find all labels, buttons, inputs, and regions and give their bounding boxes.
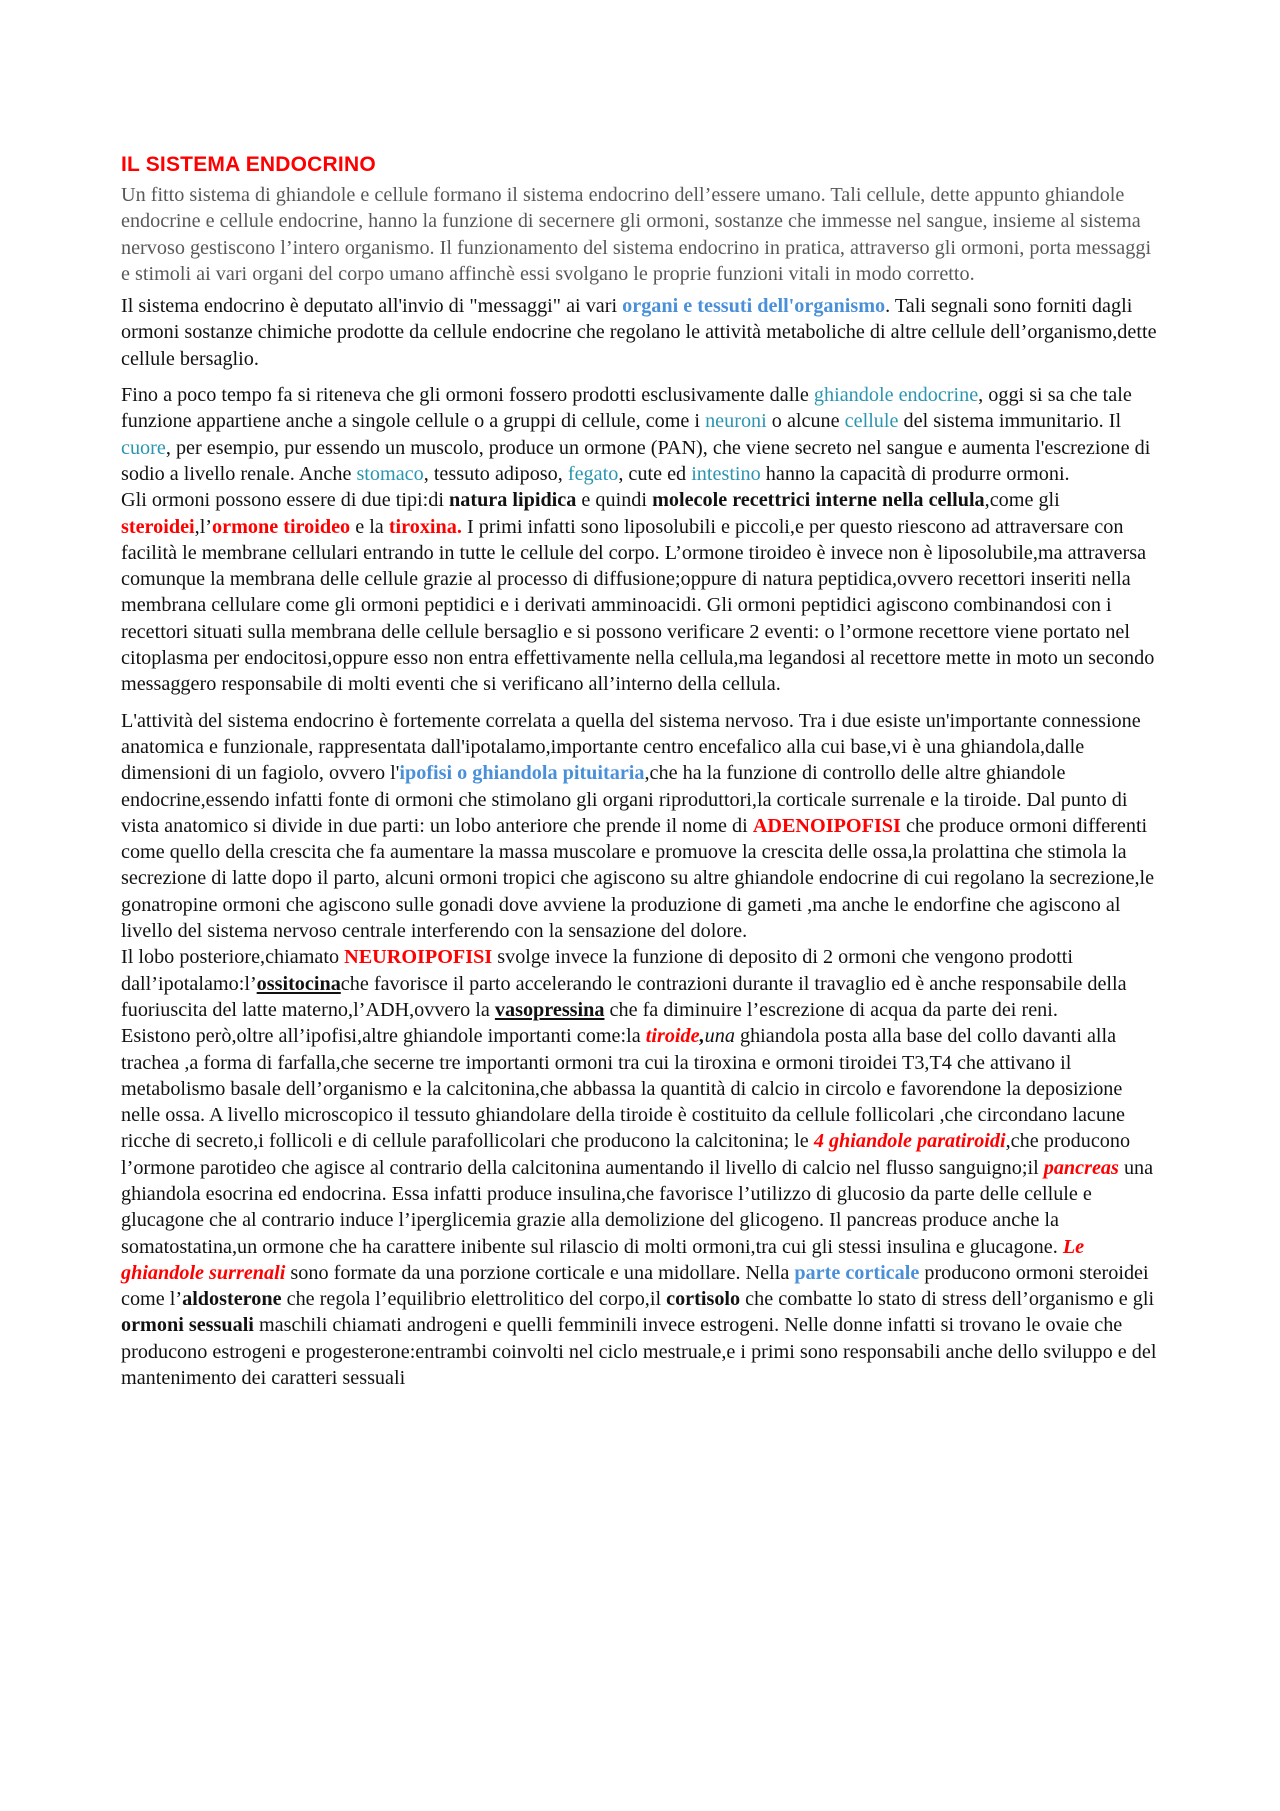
link-organi-tessuti[interactable]: organi e tessuti dell'organismo [622,295,886,318]
intro-paragraph: Un fitto sistema di ghiandole e cellule formano il sistema endocrino dell’essere umano. Tali cellule, dette appunto ghiandole endocrine e cellule endocrine, hanno la funzione di secernere gli ormoni, sostanze che immesse nel sangue, insieme al sistema nervoso gestiscono l’intero organismo. Il funzionamento del sistema endocrino in pratica, attraverso gli ormoni, porta messaggi e stimoli ai vari organi del corpo umano affinchè essi svolgano le proprie funzioni vitali in modo corretto. [121,184,1152,285]
paragraph-altre-ghiandole: Esistono però,oltre all’ipofisi,altre ghiandole importanti come:la tiroide,una ghiandola posta alla base del collo davanti alla trachea ,a forma di farfalla,che secerne tre importanti ormoni tra cui la tiroxina e ormoni tiroidei T3,T4 che attivano il metabolismo basale dell’organismo e la calcitonina,che abbassa la quantità di calcio in circolo e favorendone la deposizione nelle ossa. A livello microscopico il tessuto ghiandolare della tiroide è costituito da cellule follicolari ,che circondano lacune ricche di secreto,i follicoli e di cellule parafollicolari che producono la calcitonina; le 4 ghiandole paratiroidi,che producono l’ormone parotideo che agisce al contrario della calcitonina aumentando il livello di calcio nel flusso sanguigno;il pancreas una ghiandola esocrina ed endocrina. Essa infatti produce insulina,che favorisce l’utilizzo di glucosio da parte delle cellule e glucagone che al contrario induce l’iperglicemia grazie alla demolizione del glicogeno. Il pancreas produce anche la somatostatina,un ormone che ha carattere inibente sul rilascio di molti ormoni,tra cui gli stessi insulina e glucagone. Le ghiandole surrenali sono formate da una porzione corticale e una midollare. Nella parte corticale producono ormoni steroidei come l’aldosterone che regola l’equilibrio elettrolitico del corpo,il cortisolo che combatte lo stato di stress dell’organismo e gli ormoni sessuali maschili chiamati androgeni e quelli femminili invece estrogeni. Nelle donne infatti si trovano le ovaie che producono estrogeni e progesterone:entrambi coinvolti nel ciclo mestruale,e i primi sono responsabili anche dello sviluppo e del mantenimento dei caratteri sessuali [121,1025,1157,1390]
term-ossitocina: ossitocina [256,972,341,995]
link-fegato[interactable]: fegato [567,462,619,485]
paragraph-ipofisi: L'attività del sistema endocrino è fortemente correlata a quella del sistema nervoso. Tra i due esiste un'importante connessione anatomica e funzionale, rappresentata dall'ipotalamo,importante centro encefalico alla cui base,vi è una ghiandola,dalle dimensioni di un fagiolo, ovvero l'ipofisi o ghiandola pituitaria,che ha la funzione di controllo delle altre ghiandole endocrine,essendo infatti fonte di ormoni che stimolano gli organi riproduttori,la corticale surrenale e la tiroide. Dal punto di vista anatomico si divide in due parti: un lobo anteriore che prende il nome di ADENOIPOFISI che produce ormoni differenti come quello della crescita che fa aumentare la massa muscolare e promuove la crescita delle ossa,la prolattina che stimola la secrezione di latte dopo il parto, alcuni ormoni tropici che agiscono su altre ghiandole endocrine di cui regolano la secrezione,le gonatropine ormoni che agiscono sulle gonadi dove avviene la produzione di gameti ,ma anche le endorfine che agiscono al livello del sistema nervoso centrale interferendo con la sensazione del dolore. [121,709,1155,943]
paragraph-tipi-ormoni: Gli ormoni possono essere di due tipi:di natura lipidica e quindi molecole recettrici interne nella cellula,come gli steroidei,l’ormone tiroideo e la tiroxina. I primi infatti sono liposolubili e piccoli,e per questo riescono ad attraversare con facilità le membrane cellulari entrando in tutte le cellule del corpo. L’ormone tiroideo è invece non è liposolubile,ma attraversa comunque la membrana delle cellule grazie al processo di diffusione;oppure di natura peptidica,ovvero recettori inseriti nella membrana cellulare come gli ormoni peptidici e i derivati amminoacidi. Gli ormoni peptidici agiscono combinandosi con i recettori situati sulla membrana delle cellule bersaglio e si possono verificare 2 eventi: o l’ormone recettore viene portato nel citoplasma per endocitosi,oppure esso non entra effettivamente nella cellula,ma legandosi al recettore mette in moto un secondo messaggero responsabile di molti eventi che si verificano all’interno della cellula. [121,489,1155,696]
term-surrenali: Le ghiandole surrenali [121,1235,1085,1284]
term-neuroipofisi: NEUROIPOFISI [344,946,493,969]
link-parte-corticale[interactable]: parte corticale [794,1261,920,1284]
term-ormone-tiroideo: ormone tiroideo [212,515,351,538]
term-vasopressina: vasopressina [494,998,605,1021]
paragraph-neuroipofisi: Il lobo posteriore,chiamato NEUROIPOFISI svolge invece la funzione di deposito di 2 ormoni che vengono prodotti dall’ipotalamo:l’ossitocinache favorisce il parto accelerando le contrazioni durante il travaglio ed è anche responsabile della fuoriuscita del latte materno,l’ADH,ovvero la vasopressina che fa diminuire l’escrezione di acqua da parte dei reni. [121,946,1127,1021]
term-tiroide: tiroide [645,1025,700,1048]
term-ormoni-sessuali: ormoni sessuali [121,1314,254,1337]
link-neuroni[interactable]: neuroni [705,410,767,433]
term-paratiroidi: 4 ghiandole paratiroidi [813,1130,1006,1153]
term-cortisolo: cortisolo [666,1288,741,1311]
link-intestino[interactable]: intestino [691,462,761,485]
link-ipofisi[interactable]: ipofisi o ghiandola pituitaria [399,762,645,785]
link-cellule[interactable]: cellule [844,410,899,433]
term-tiroxina: tiroxina. [388,515,462,538]
paragraph-produzione-ormoni: Fino a poco tempo fa si riteneva che gli ormoni fossero prodotti esclusivamente dalle ghiandole endocrine, oggi si sa che tale funzione appartiene anche a singole cellule o a gruppi di cellule, come i neuroni o alcune cellule del sistema immunitario. Il cuore, per esempio, pur essendo un muscolo, produce un ormone (PAN), che viene secreto nel sangue e aumenta l'escrezione di sodio a livello renale. Anche stomaco, tessuto adiposo, fegato, cute ed intestino hanno la capacità di produrre ormoni. [121,384,1151,485]
link-cuore[interactable]: cuore [121,436,166,459]
paragraph-messaggi: Il sistema endocrino è deputato all'invio di "messaggi" ai vari organi e tessuti dell'organismo. Tali segnali sono forniti dagli ormoni sostanze chimiche prodotte da cellule endocrine che regolano le attività metaboliche di altre cellule dell’organismo,dette cellule bersaglio. [121,295,1157,370]
term-pancreas: pancreas [1043,1156,1119,1179]
document-title: IL SISTEMA ENDOCRINO [121,153,376,176]
term-adenoipofisi: ADENOIPOFISI [752,814,901,837]
link-stomaco[interactable]: stomaco [356,462,424,485]
term-steroidei: steroidei [121,515,195,538]
term-aldosterone: aldosterone [182,1288,282,1311]
link-ghiandole-endocrine[interactable]: ghiandole endocrine [813,384,979,407]
